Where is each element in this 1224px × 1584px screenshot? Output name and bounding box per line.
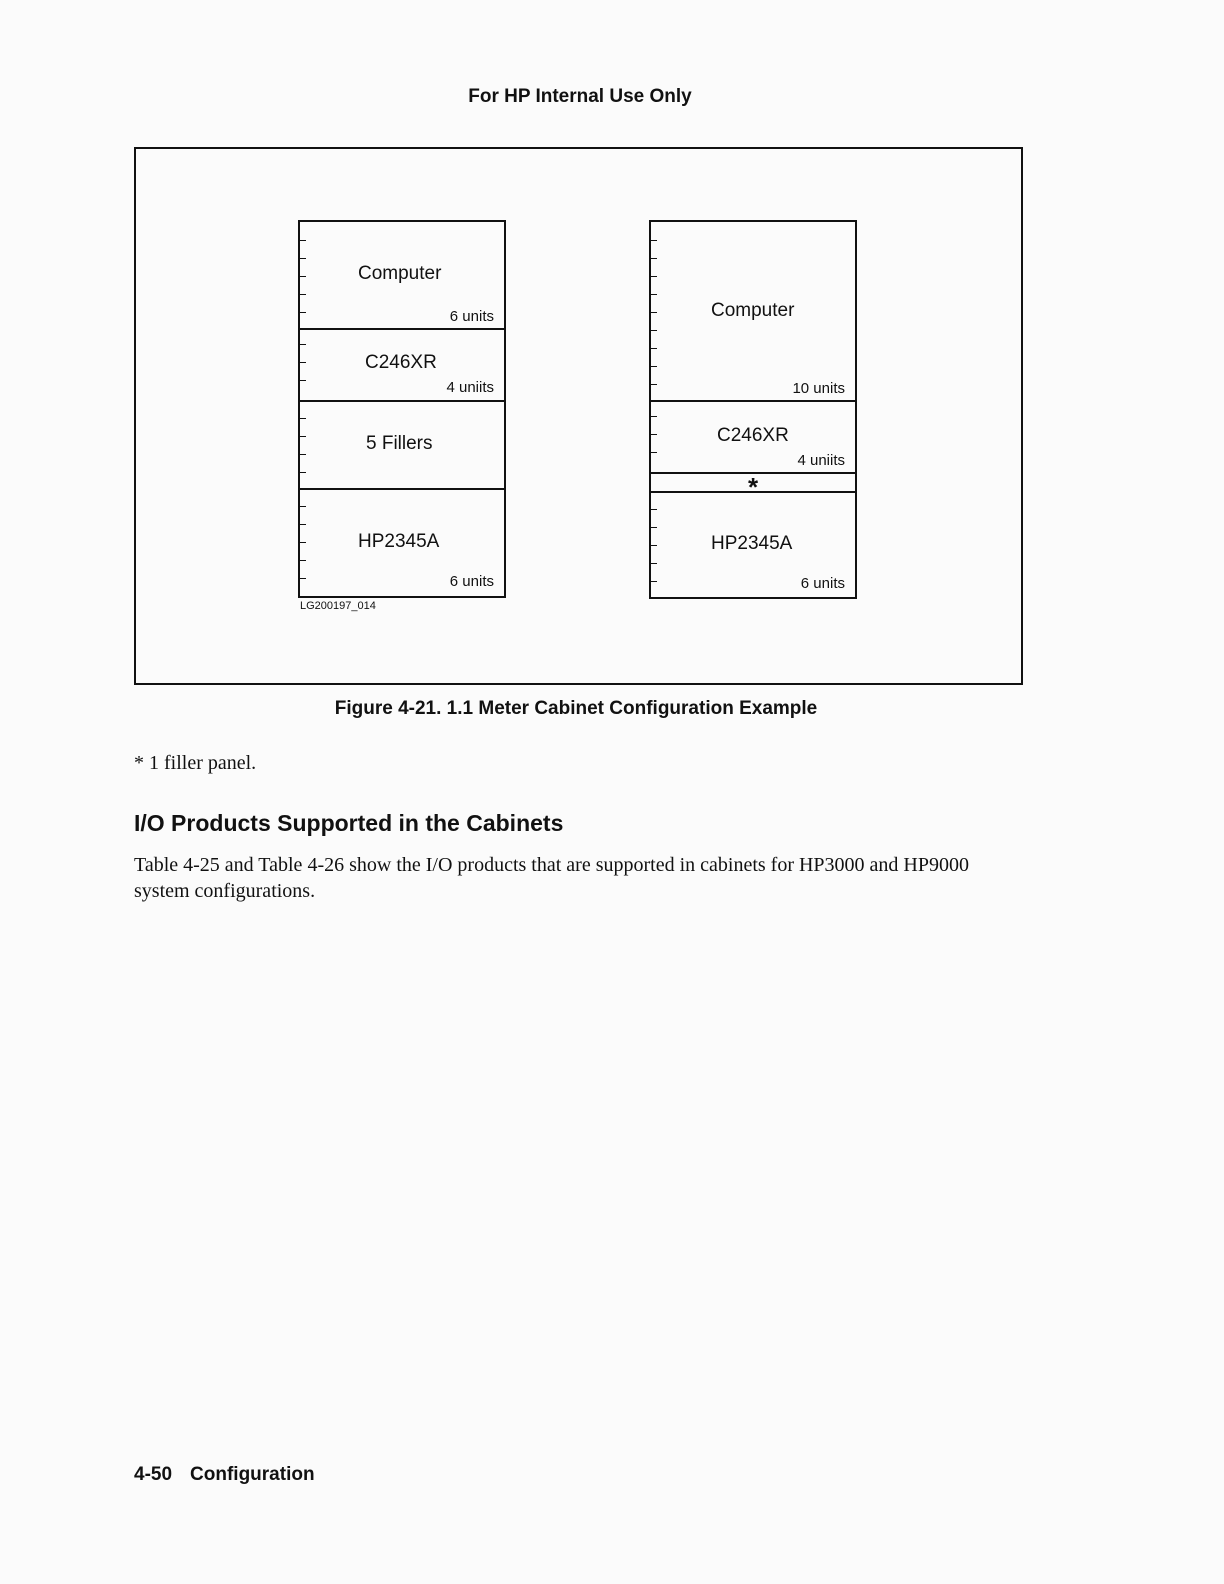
figure-id: LG200197_014 xyxy=(300,600,376,612)
section-label: Computer xyxy=(711,300,795,321)
footnote: * 1 filler panel. xyxy=(134,752,257,774)
cabinet-left-section-fillers xyxy=(300,402,504,490)
section-heading: I/O Products Supported in the Cabinets xyxy=(134,810,564,836)
page-footer xyxy=(134,1464,315,1486)
cabinet-left-section-hp2345a xyxy=(300,490,504,596)
section-label: C246XR xyxy=(365,352,437,373)
rack-ticks xyxy=(651,493,659,597)
section-units: 4 uniits xyxy=(797,452,845,469)
rack-ticks xyxy=(651,222,659,400)
cabinet-right-section-computer xyxy=(651,222,855,402)
rack-ticks xyxy=(300,330,308,400)
body-paragraph: Table 4-25 and Table 4-26 show the I/O products that are supported in cabinets for HP3000 and HP9000 system configurations. xyxy=(134,854,969,902)
rack-ticks xyxy=(651,402,659,472)
rack-ticks xyxy=(300,490,308,596)
cabinet-right-section-hp2345a xyxy=(651,493,855,597)
cabinet-left-section-c246xr xyxy=(300,330,504,402)
section-units: 4 uniits xyxy=(446,379,494,396)
rack-ticks xyxy=(300,402,308,488)
page-number: 4-50 xyxy=(134,1464,173,1485)
cabinet-right-section-c246xr xyxy=(651,402,855,474)
figure-caption: Figure 4-21. 1.1 Meter Cabinet Configuration Example xyxy=(334,698,818,719)
cabinet-left xyxy=(298,220,506,598)
section-units: 6 units xyxy=(449,308,494,325)
figure-frame xyxy=(134,147,1023,685)
filler-star: * xyxy=(747,472,759,502)
section-label: HP2345A xyxy=(711,533,793,554)
chapter-name: Configuration xyxy=(190,1464,315,1485)
rack-ticks xyxy=(300,222,308,328)
cabinet-right-section-filler xyxy=(651,472,855,502)
section-label: Computer xyxy=(358,263,442,284)
section-units: 6 units xyxy=(449,573,494,590)
section-label: C246XR xyxy=(717,425,789,446)
cabinet-right xyxy=(649,220,857,599)
section-units: 10 units xyxy=(792,380,845,397)
section-label: HP2345A xyxy=(358,531,440,552)
page-header: For HP Internal Use Only xyxy=(468,86,692,107)
cabinet-left-section-computer xyxy=(300,222,504,330)
section-label: 5 Fillers xyxy=(366,433,433,454)
section-units: 6 units xyxy=(800,575,845,592)
